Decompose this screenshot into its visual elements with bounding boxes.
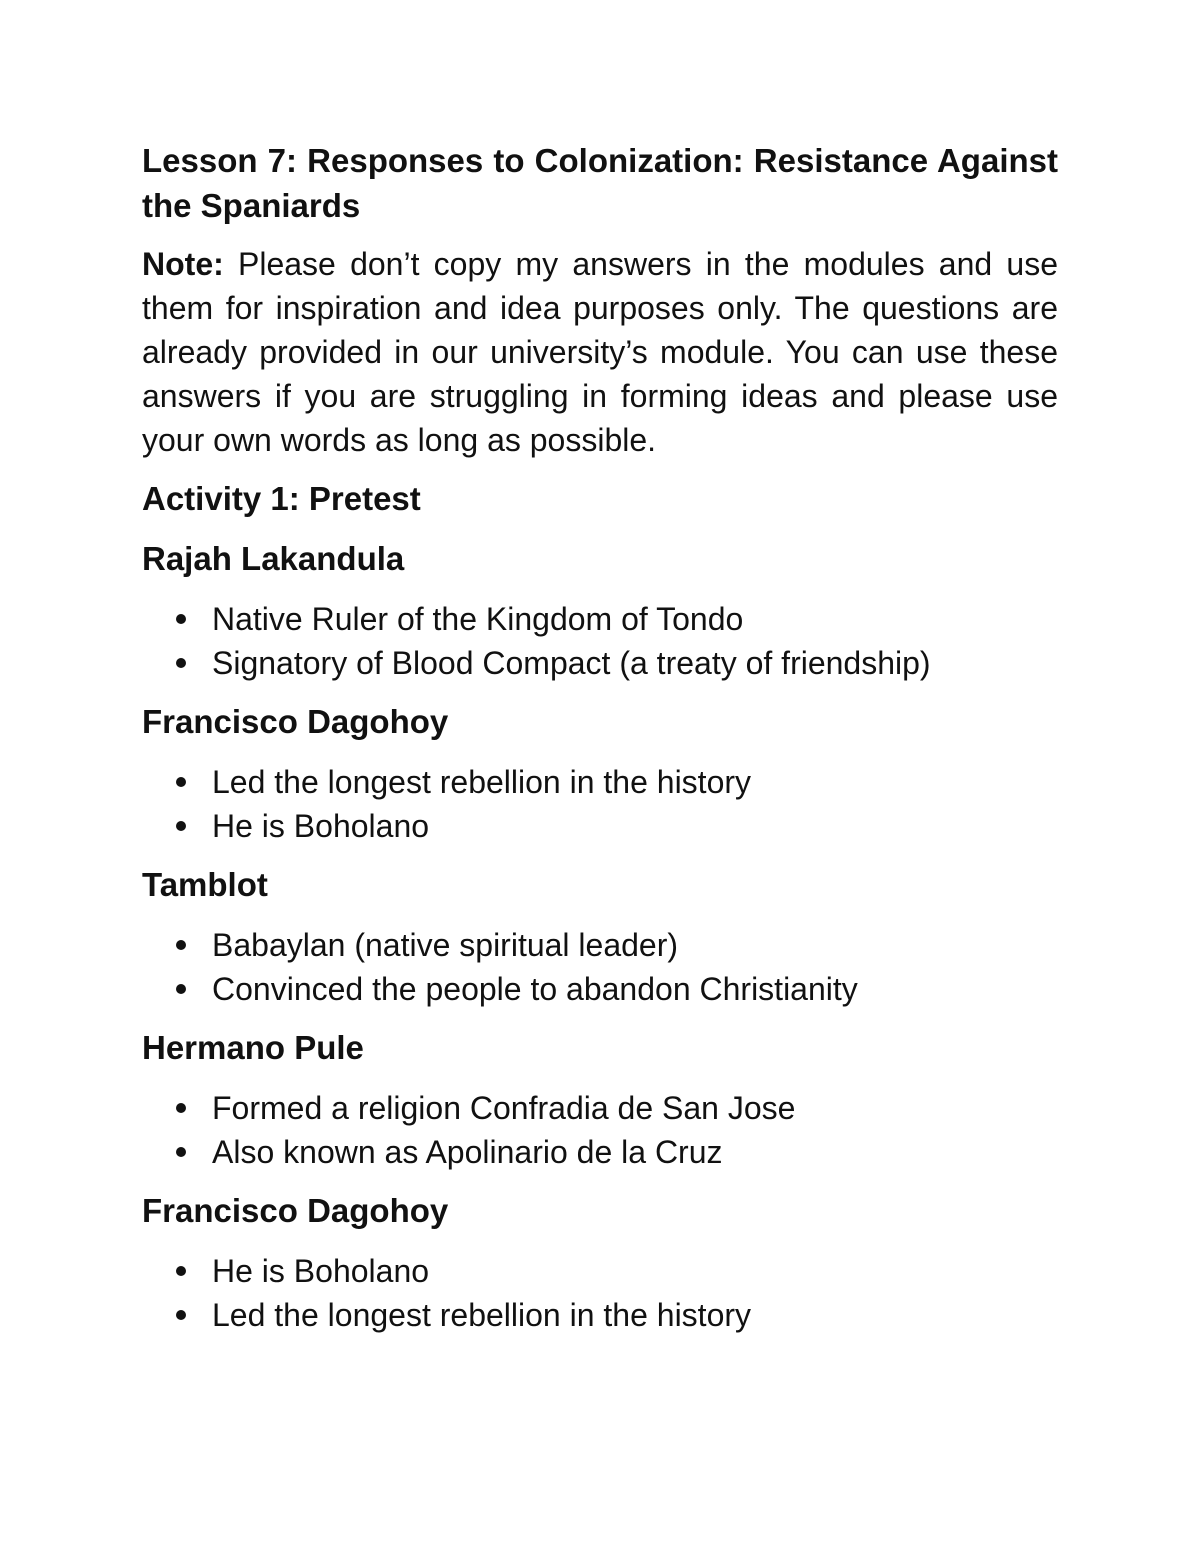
- list-item-text: He is Boholano: [212, 808, 430, 844]
- list-item: [142, 967, 1058, 1011]
- bullet-icon: [176, 777, 186, 787]
- list-item: [142, 923, 1058, 967]
- section-heading: Francisco Dagohoy: [142, 703, 449, 740]
- section-tamblot: [142, 863, 1058, 1011]
- list-item-text: Formed a religion Confradia de San Jose: [212, 1090, 796, 1126]
- bullet-icon: [176, 821, 186, 831]
- list-item: [142, 760, 1058, 804]
- list-item-text: Native Ruler of the Kingdom of Tondo: [212, 601, 744, 637]
- note-paragraph: [142, 242, 1058, 462]
- list-item-text: Convinced the people to abandon Christianity: [212, 971, 858, 1007]
- section-francisco-dagohoy: [142, 700, 1058, 848]
- note-label: Note:: [142, 246, 224, 282]
- bullet-icon: [176, 658, 186, 668]
- bullet-icon: [176, 1310, 186, 1320]
- list-item: [142, 1130, 1058, 1174]
- list-item: [142, 1086, 1058, 1130]
- list-item: [142, 597, 1058, 641]
- list-item-text: Also known as Apolinario de la Cruz: [212, 1134, 723, 1170]
- section-heading: Hermano Pule: [142, 1029, 364, 1066]
- section-hermano-pule: [142, 1026, 1058, 1174]
- section-heading: Francisco Dagohoy: [142, 1192, 449, 1229]
- bullet-icon: [176, 1147, 186, 1157]
- list-item-text: Led the longest rebellion in the history: [212, 1297, 752, 1333]
- lesson-title: Lesson 7: Responses to Colonization: Resistance Against the Spaniards: [142, 142, 1058, 224]
- bullet-list: [142, 1086, 1058, 1174]
- bullet-icon: [176, 984, 186, 994]
- document-page: [142, 138, 1058, 1352]
- list-item: [142, 1249, 1058, 1293]
- section-francisco-dagohoy-2: [142, 1189, 1058, 1337]
- list-item-text: He is Boholano: [212, 1253, 430, 1289]
- list-item-text: Led the longest rebellion in the history: [212, 764, 752, 800]
- section-heading: Rajah Lakandula: [142, 540, 405, 577]
- list-item: [142, 641, 1058, 685]
- list-item-text: Signatory of Blood Compact (a treaty of friendship): [212, 645, 931, 681]
- bullet-icon: [176, 614, 186, 624]
- activity-heading: Activity 1: Pretest: [142, 480, 421, 517]
- list-item: [142, 804, 1058, 848]
- section-rajah-lakandula: [142, 537, 1058, 685]
- bullet-list: [142, 1249, 1058, 1337]
- bullet-icon: [176, 1103, 186, 1113]
- bullet-list: [142, 760, 1058, 848]
- note-text: Please don’t copy my answers in the modules and use them for inspiration and idea purposes only. The questions are already provided in our university’s module. You can use these answers if you are struggling in forming ideas and please use your own words as long as possible.: [142, 246, 1058, 458]
- list-item: [142, 1293, 1058, 1337]
- bullet-icon: [176, 940, 186, 950]
- bullet-list: [142, 923, 1058, 1011]
- list-item-text: Babaylan (native spiritual leader): [212, 927, 679, 963]
- bullet-icon: [176, 1266, 186, 1276]
- bullet-list: [142, 597, 1058, 685]
- section-heading: Tamblot: [142, 866, 268, 903]
